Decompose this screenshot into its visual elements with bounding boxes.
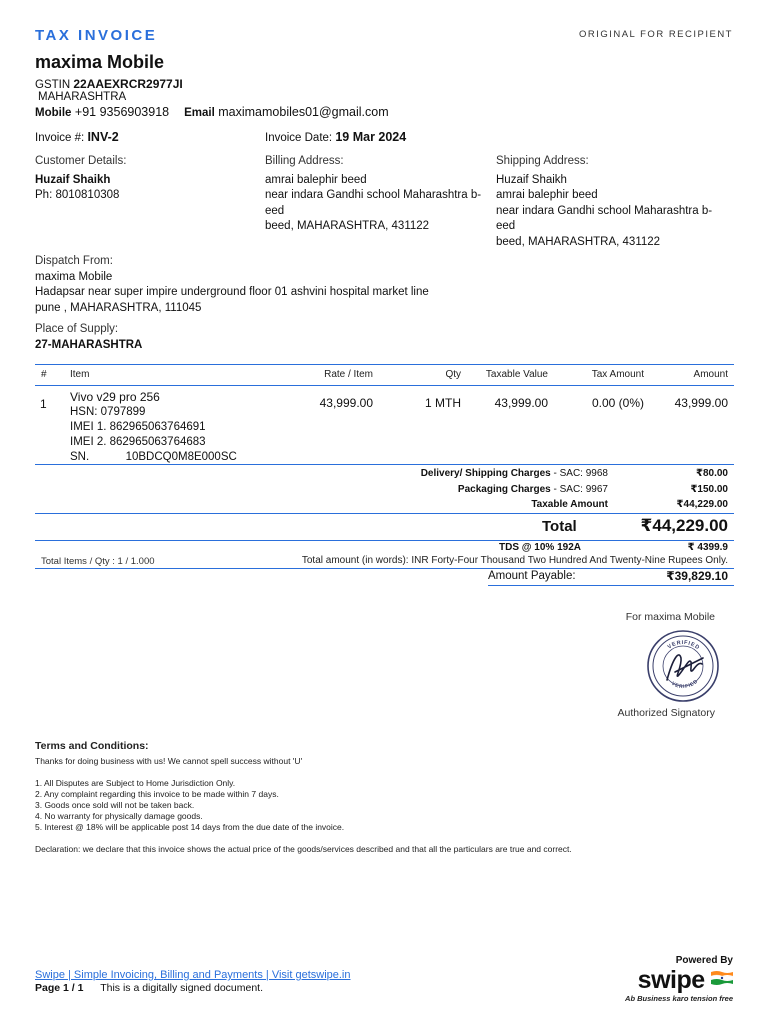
serial-value: 10BDCQ0M8E000SC xyxy=(125,451,237,463)
terms-intro: Thanks for doing business with us! We cannot spell success without 'U' xyxy=(35,756,303,766)
items-table-header xyxy=(35,364,734,386)
authorized-signatory: Authorized Signatory xyxy=(617,707,715,719)
company-name: maxima Mobile xyxy=(35,52,165,72)
taxable-amount-label xyxy=(531,499,608,510)
stamp-text: VERIFIED xyxy=(670,678,700,691)
dispatch-from xyxy=(35,254,475,316)
billing-address xyxy=(265,154,493,235)
invoice-number xyxy=(35,130,119,144)
billing-line: near indara Gandhi school Maharashtra b- xyxy=(265,189,482,201)
shipping-name: Huzaif Shaikh xyxy=(496,173,567,186)
terms-heading: Terms and Conditions: xyxy=(35,740,149,752)
shipping-line: beed, MAHARASHTRA, 431122 xyxy=(496,235,661,248)
swipe-website-link[interactable]: Swipe | Simple Invoicing, Billing and Payments | Visit getswipe.in xyxy=(35,969,351,981)
taxable-value: ₹44,229.00 xyxy=(676,499,728,510)
mobile-value: +91 9356903918 xyxy=(74,105,170,119)
india-flag-icon xyxy=(711,970,733,986)
row-qty: 1 MTH xyxy=(425,396,461,410)
total-label: Total xyxy=(542,518,577,535)
total-value: ₹44,229.00 xyxy=(640,516,728,535)
terms-item: 1. All Disputes are Subject to Home Jurisdiction Only. xyxy=(35,778,236,788)
amount-in-words: Total amount (in words): INR Forty-Four Thousand Two Hundred And Twenty-Nine Rupees Only. xyxy=(301,555,728,566)
customer-name: Huzaif Shaikh xyxy=(35,173,111,186)
terms-item: 5. Interest @ 18% will be applicable post 14 days from the due date of the invoice. xyxy=(35,822,345,832)
terms-item: 4. No warranty for physically damage goods. xyxy=(35,811,203,821)
billing-line: eed xyxy=(265,204,285,217)
item-imei: IMEI 1. 862965063764691 xyxy=(70,421,206,433)
email-label: Email xyxy=(184,107,215,119)
company-contact xyxy=(35,105,389,119)
item-hsn: HSN: 0797899 xyxy=(70,406,146,418)
document-title: TAX INVOICE xyxy=(35,27,158,44)
page-number: Page 1 / 1 xyxy=(35,982,84,994)
stamp-text: VERIFIED xyxy=(666,639,701,652)
terms-item: 3. Goods once sold will not be taken back. xyxy=(35,800,195,810)
item-serial xyxy=(70,450,237,465)
invoice-date-value: 19 Mar 2024 xyxy=(335,130,407,144)
col-qty-header: Qty xyxy=(445,369,461,380)
packaging-sac: - SAC: 9967 xyxy=(550,484,608,495)
invoice-number-value: INV-2 xyxy=(87,130,119,144)
shipping-line: eed xyxy=(496,220,516,232)
customer-heading: Customer Details: xyxy=(35,155,127,167)
item-name: Vivo v29 pro 256 xyxy=(70,390,160,404)
company-gstin xyxy=(35,77,183,91)
col-taxable-header: Taxable Value xyxy=(485,369,548,380)
email-value: maximamobiles01@gmail.com xyxy=(218,105,389,119)
billing-line: beed, MAHARASHTRA, 431122 xyxy=(265,220,430,232)
supply-value: 27-MAHARASHTRA xyxy=(35,338,143,351)
verified-stamp xyxy=(645,628,721,707)
tds-value: ₹ 4399.9 xyxy=(687,542,728,553)
page-info xyxy=(35,982,263,994)
mobile-label: Mobile xyxy=(35,107,72,119)
customer-details xyxy=(35,154,245,204)
shipping-line: near indara Gandhi school Maharashtra b- xyxy=(496,204,713,217)
terms-and-conditions xyxy=(35,741,735,855)
invoice-date xyxy=(265,130,406,144)
for-company-label: For maxima Mobile xyxy=(625,611,715,623)
col-item-header: Item xyxy=(70,369,90,380)
col-amount-header: Amount xyxy=(693,369,728,380)
dispatch-line: Hadapsar near super impire underground floor 01 ashvini hospital market line xyxy=(35,286,429,298)
item-imei: IMEI 2. 862965063764683 xyxy=(70,436,206,448)
row-tax: 0.00 (0%) xyxy=(591,396,644,410)
col-num-header: # xyxy=(41,369,47,380)
tds-label: TDS @ 10% 192A xyxy=(499,542,582,553)
swipe-brand: swipe xyxy=(637,966,705,994)
digitally-signed-note: This is a digitally signed document. xyxy=(100,982,264,994)
divider xyxy=(488,585,734,586)
col-rate-header: Rate / Item xyxy=(324,369,373,380)
svg-text:VERIFIED xyxy=(670,678,699,690)
packaging-label: Packaging Charges xyxy=(457,484,551,495)
taxable-label: Taxable Amount xyxy=(531,499,608,510)
serial-label: SN. xyxy=(70,451,90,463)
col-tax-header: Tax Amount xyxy=(591,369,644,380)
shipping-address xyxy=(496,154,728,250)
stamp-icon xyxy=(645,628,721,704)
dispatch-heading: Dispatch From: xyxy=(35,255,113,267)
terms-item: 2. Any complaint regarding this invoice to be made within 7 days. xyxy=(35,789,279,799)
supply-heading: Place of Supply: xyxy=(35,323,119,335)
billing-heading: Billing Address: xyxy=(265,155,344,167)
powered-by-label: Powered By xyxy=(675,955,733,966)
place-of-supply xyxy=(35,322,142,353)
delivery-sac: - SAC: 9968 xyxy=(550,468,608,479)
delivery-charges-label xyxy=(421,468,608,479)
copy-label: ORIGINAL FOR RECIPIENT xyxy=(578,29,733,40)
swipe-tagline: Ab Business karo tension free xyxy=(625,994,733,1003)
divider xyxy=(35,513,734,514)
invoice-date-label: Invoice Date: xyxy=(265,132,333,144)
packaging-charges-label xyxy=(458,484,608,495)
shipping-line: amrai balephir beed xyxy=(496,189,598,201)
delivery-label: Delivery/ Shipping Charges xyxy=(420,468,551,479)
invoice-number-label: Invoice #: xyxy=(35,132,85,144)
amount-payable-label: Amount Payable: xyxy=(488,570,576,582)
shipping-heading: Shipping Address: xyxy=(496,155,589,167)
declaration: Declaration: we declare that this invoice shows the actual price of the goods/services described and that all the particulars are true and correct. xyxy=(35,844,572,854)
gstin-label: GSTIN xyxy=(35,79,71,91)
packaging-value: ₹150.00 xyxy=(690,484,728,495)
row-amount: 43,999.00 xyxy=(674,396,728,410)
company-state: MAHARASHTRA xyxy=(38,91,127,103)
row-rate: 43,999.00 xyxy=(319,396,373,410)
divider xyxy=(35,540,734,541)
delivery-charges-value xyxy=(696,468,728,479)
customer-phone: Ph: 8010810308 xyxy=(35,189,120,201)
dispatch-name: maxima Mobile xyxy=(35,270,113,283)
row-taxable: 43,999.00 xyxy=(494,396,548,410)
taxable-amount-value xyxy=(677,499,728,510)
billing-line: amrai balephir beed xyxy=(265,173,367,186)
dispatch-line: pune , MAHARASHTRA, 111045 xyxy=(35,301,202,314)
divider xyxy=(35,568,734,569)
swipe-logo xyxy=(638,966,733,995)
amount-payable-value: ₹39,829.10 xyxy=(666,569,728,583)
delivery-value: ₹80.00 xyxy=(696,468,728,479)
table-row xyxy=(35,385,734,465)
row-item xyxy=(70,390,237,465)
total-items: Total Items / Qty : 1 / 1.000 xyxy=(41,556,155,567)
packaging-charges-value xyxy=(690,484,728,495)
gstin-value: 22AAEXRCR2977JI xyxy=(73,77,183,91)
row-num: 1 xyxy=(40,397,47,411)
